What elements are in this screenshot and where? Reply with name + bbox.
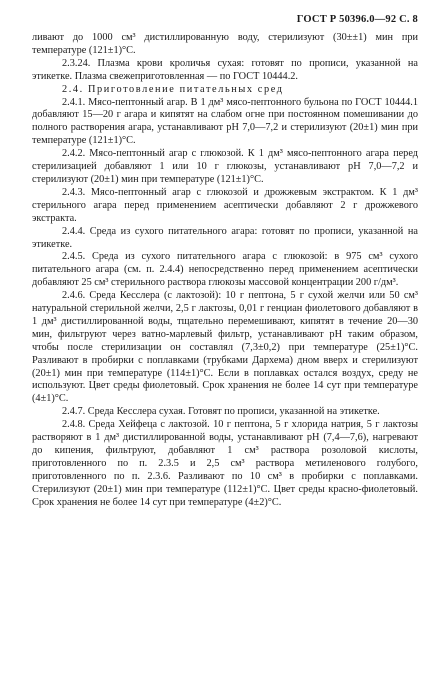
paragraph-2-3-24: 2.3.24. Плазма крови кроличья сухая: готовят по прописи, указанной на этикетке. Плазма свежеприготовленная — по ГОСТ 10444.2. [32,57,418,82]
section-heading-2-4: 2.4. Приготовление питательных сред [62,83,284,95]
paragraph-2-4-5: 2.4.5. Среда из сухого питательного агара с глюкозой: в 975 см³ сухого питательного агара (см. п. 2.4.4) непосредственно перед применением асептически добавляют 25 см³ стерильного раствора глюкозы массовой концентрации 200 г/дм³. [32,251,418,289]
paragraph-2-4-1: 2.4.1. Мясо-пептонный агар. В 1 дм³ мясо-пептонного бульона по ГОСТ 10444.1 добавляют 15—20 г агара и кипятят на слабом огне при постоянном помешивании до полного растворения агара, устанавливают рН 7,0—7,2 и стерилизуют (20±1) мин при температуре (121±1)°С. [32,96,418,147]
document-body [32,32,418,510]
paragraph-2-4-6: 2.4.6. Среда Кесслера (с лактозой): 10 г пептона, 5 г сухой желчи или 50 см³ натуральной стерильной желчи, 2,5 г лактозы, 0,01 г генциан фиолетового добавляют в 1 дм³ дистиллированной воды, тщательно перемешивают, кипятят в течение 20—30 мин, фильтруют через ватно-марлевый фильтр, устанавливают рН таким образом, чтобы после стерилизации он составлял (7,3±0,2) при температуре (25±1)°С. Разливают в пробирки с поплавками (трубками Дархема) дном вверх и стерилизуют (20±1) мин при температуре (114±1)°С. Если в поплавках остался воздух, среду не используют. Цвет среды фиолетовый. Срок хранения не более 14 сут при температуре (4±1)°С. [32,290,418,405]
paragraph-2-4-7: 2.4.7. Среда Кесслера сухая. Готовят по прописи, указанной на этикетке. [62,406,380,418]
page-header: ГОСТ Р 50396.0—92 С. 8 [296,14,418,25]
paragraph-continuation: ливают до 1000 см³ дистиллированную воду, стерилизуют (30±±1) мин при температуре (121±1)°С. [32,32,418,56]
paragraph-2-4-3: 2.4.3. Мясо-пептонный агар с глюкозой и дрожжевым экстрактом. К 1 дм³ стерильного агара перед применением асептически добавляют 2 г дрожжевого экстракта. [32,186,418,224]
paragraph-2-4-8: 2.4.8. Среда Хейфеца с лактозой. 10 г пептона, 5 г хлорида натрия, 5 г лактозы растворяют в 1 дм³ дистиллированной воды, устанавливают рН (7,4—7,6), нагревают до кипения, фильтруют, добавляют 1 см³ раствора розоловой кислоты, приготовленного по п. 2.3.5 и 2,5 см³ раствора метиленового голубого, приготовленного по п. 2.3.6. Разливают по 10 см³ в пробирки с поплавками. Стерилизуют (20±1) мин при температуре (112±1)°С. Цвет среды красно-фиолетовый. Срок хранения не более 14 сут при температуре (4±2)°С. [32,419,418,508]
paragraph-2-4-2: 2.4.2. Мясо-пептонный агар с глюкозой. К 1 дм³ мясо-пептонного агара перед стерилизацией добавляют 1 или 10 г глюкозы, устанавливают рН 7,0—7,2 и стерилизуют (20±1) мин при температуре (121±1)°С. [32,148,418,185]
paragraph-2-4-4: 2.4.4. Среда из сухого питательного агара: готовят по прописи, указанной на этикетке. [32,225,418,250]
